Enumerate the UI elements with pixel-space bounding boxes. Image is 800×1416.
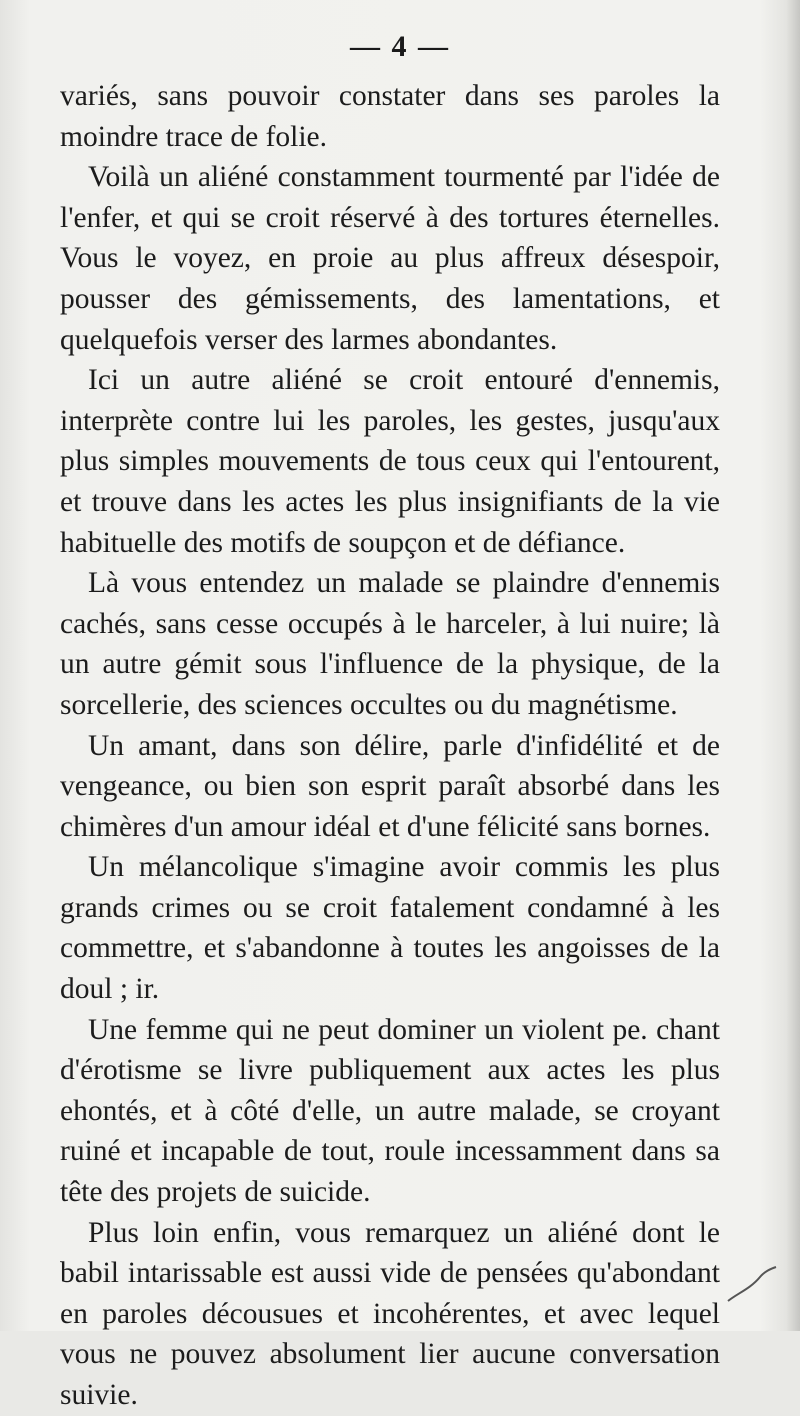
page-number: — 4 — [350, 30, 450, 63]
paragraph: Un amant, dans son délire, parle d'infidélité et de vengeance, ou bien son esprit paraît absorbé dans les chimères d'un amour idéal et d'une félicité sans bornes. [60, 729, 720, 843]
paragraph: Plus loin enfin, vous remarquez un aliéné dont le babil intarissable est aussi vide de pensées qu'abondant en paroles décousues et incohérentes, et avec lequel vous ne pouvez absolument lier aucune conversation suivie. [60, 1216, 720, 1411]
page-edge-shadow [786, 0, 800, 1331]
paragraph: Une femme qui ne peut dominer un violent pe. chant d'érotisme se livre publiquement aux actes les plus ehontés, et à côté d'elle, un autre malade, se croyant ruiné et incapable de tout, roule incessamment dans sa tête des projets de suicide. [60, 1013, 720, 1209]
paragraph: Ici un autre aliéné se croit entouré d'ennemis, interprète contre lui les paroles, les gestes, jusqu'aux plus simples mouvements de tous ceux qui l'entourent, et trouve dans les actes les plus insignifiants de la vie habituelle des motifs de soupçon et de défiance. [60, 364, 720, 559]
paragraph-continued: variés, sans pouvoir constater dans ses paroles la moindre trace de folie. [60, 80, 720, 153]
paragraph: Un mélancolique s'imagine avoir commis les plus grands crimes ou se croit fatalement condamné à les commettre, et s'abandonne à toutes les angoisses de la doul ; ir. [60, 851, 720, 1006]
paragraph: Là vous entendez un malade se plaindre d'ennemis cachés, sans cesse occupés à le harceler, à lui nuire; là un autre gémit sous l'influence de la physique, de la sorcellerie, des sciences occultes ou du magnétisme. [60, 567, 720, 721]
paragraph: Voilà un aliéné constamment tourmenté par l'idée de l'enfer, et qui se croit réservé à des tortures éternelles. Vous le voyez, en proie au plus affreux désespoir, pousser des gémissements, des lamentations, et quelquefois verser des larmes abondantes. [60, 161, 720, 356]
page-corner-mark [720, 1263, 780, 1303]
body-text [60, 76, 720, 1416]
